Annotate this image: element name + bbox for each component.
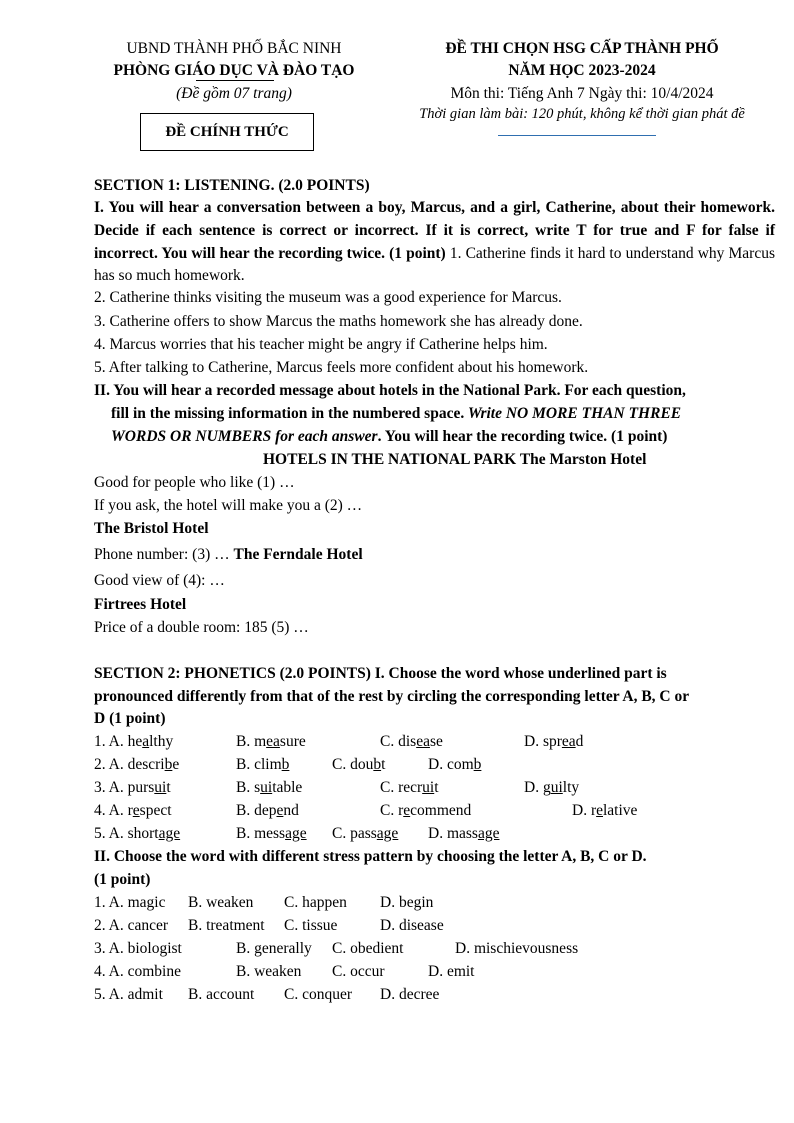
- underlined-part: age: [376, 825, 399, 842]
- official-exam-label: ĐỀ CHÍNH THỨC: [165, 123, 289, 140]
- underlined-part: ea: [561, 733, 576, 750]
- title-underline: [498, 135, 656, 136]
- option-d: D. spread: [524, 733, 584, 750]
- option-a: 5. A. shortage: [94, 825, 181, 842]
- school-year: NĂM HỌC 2023-2024: [508, 62, 656, 79]
- underlined-part: e: [132, 802, 140, 819]
- option-a: 2. A. cancer: [94, 917, 169, 934]
- subject-date: Môn thi: Tiếng Anh 7 Ngày thi: 10/4/2024: [450, 85, 714, 102]
- option-a: 3. A. biologist: [94, 940, 182, 957]
- underlined-part: b: [473, 756, 482, 773]
- official-exam-badge: [140, 113, 314, 151]
- underlined-part: age: [158, 825, 181, 842]
- option-c: C. obedient: [332, 940, 404, 957]
- option-a: 1. A. magic: [94, 894, 166, 911]
- part1-question-5: 5. After talking to Catherine, Marcus feels more confident about his homework.: [94, 359, 589, 376]
- part2-instr-italic-a: Write NO MORE THAN THREE: [464, 405, 682, 422]
- part2-instr-b: . You will hear the recording twice. (1 point): [377, 428, 668, 445]
- underlined-part: ui: [260, 779, 273, 796]
- option-d: D. comb: [428, 756, 482, 773]
- gap-4: Good view of (4): …: [94, 572, 225, 589]
- option-a: 2. A. describe: [94, 756, 180, 773]
- option-b: B. account: [188, 986, 255, 1003]
- section2-intro-line2: pronounced differently from that of the rest by circling the corresponding letter A, B, C or: [94, 688, 690, 705]
- underlined-part: ui: [154, 779, 167, 796]
- option-c: C. doubt: [332, 756, 386, 773]
- option-b: B. suitable: [236, 779, 303, 796]
- option-b: B. message: [236, 825, 307, 842]
- gap-1: Good for people who like (1) …: [94, 474, 295, 491]
- option-c: C. conquer: [284, 986, 353, 1003]
- part1-question-2: 2. Catherine thinks visiting the museum was a good experience for Marcus.: [94, 289, 562, 306]
- hotels-heading: HOTELS IN THE NATIONAL PARK The Marston Hotel: [263, 451, 647, 468]
- option-d: D. relative: [572, 802, 638, 819]
- option-d: D. mischievousness: [455, 940, 579, 957]
- gap-2: If you ask, the hotel will make you a (2) …: [94, 497, 363, 514]
- underlined-part: ea: [416, 733, 430, 750]
- option-a: 1. A. healthy: [94, 733, 174, 750]
- underlined-part: ui: [422, 779, 435, 796]
- option-b: B. weaken: [188, 894, 254, 911]
- option-c: C. recruit: [380, 779, 439, 796]
- underlined-part: age: [285, 825, 307, 842]
- option-a: 4. A. respect: [94, 802, 172, 819]
- option-b: B. depend: [236, 802, 299, 819]
- time-allowed: Thời gian làm bài: 120 phút, không kể thời gian phát đề: [419, 106, 745, 122]
- section1-part2-line3: [111, 426, 667, 449]
- underlined-part: b: [164, 756, 173, 773]
- option-d: D. disease: [380, 917, 444, 934]
- underlined-part: age: [477, 825, 500, 842]
- exam-title: ĐỀ THI CHỌN HSG CẤP THÀNH PHỐ: [445, 40, 719, 57]
- option-c: C. recommend: [380, 802, 472, 819]
- gap-3-line: [94, 544, 363, 567]
- part2-instr-a: fill in the missing information in the numbered space.: [111, 405, 465, 422]
- underlined-part: e: [403, 802, 411, 819]
- underlined-part: e: [276, 802, 284, 819]
- part2-instr-italic-b: WORDS OR NUMBERS for each answer: [111, 428, 378, 445]
- option-b: B. weaken: [236, 963, 302, 980]
- underlined-part: b: [281, 756, 290, 773]
- option-b: B. climb: [236, 756, 290, 773]
- dept-underline: [196, 80, 274, 81]
- section2-intro-line3: D (1 point): [94, 710, 166, 727]
- ferndale-hotel-heading: The Ferndale Hotel: [233, 546, 363, 563]
- option-d: D. begin: [380, 894, 434, 911]
- option-c: C. occur: [332, 963, 385, 980]
- option-b: B. treatment: [188, 917, 265, 934]
- section1-part1-instructions: I. You will hear a conversation between a boy, Marcus, and a girl, Catherine, about their homework. Decide if each sentence is correct or incorrect. If it is correct, write T for true and F for false if incorrect. You will hear the recording twice. (1 point): [94, 199, 775, 262]
- dept-name-line2: PHÒNG GIÁO DỤC VÀ ĐÀO TẠO: [113, 62, 355, 79]
- section2-intro-line1: SECTION 2: PHONETICS (2.0 POINTS) I. Choose the word whose underlined part is: [94, 665, 667, 682]
- option-d: D. decree: [380, 986, 440, 1003]
- option-d: D. guilty: [524, 779, 580, 796]
- option-b: B. measure: [236, 733, 306, 750]
- underlined-part: e: [596, 802, 603, 819]
- section2-part2-line1: II. Choose the word with different stress pattern by choosing the letter A, B, C or D.: [94, 848, 647, 865]
- firtrees-hotel-heading: Firtrees Hotel: [94, 596, 187, 613]
- dept-name-line1: UBND THÀNH PHỐ BẮC NINH: [126, 40, 342, 57]
- page-count-note: (Đề gồm 07 trang): [176, 85, 292, 102]
- gap-3: Phone number: (3) …: [94, 546, 234, 563]
- option-c: C. disease: [380, 733, 443, 750]
- option-a: 3. A. pursuit: [94, 779, 171, 796]
- option-c: C. happen: [284, 894, 347, 911]
- part1-question-1: 1. Catherine finds it hard to understand why Marcus has so much homework.: [94, 244, 776, 285]
- section1-part1: [94, 197, 775, 288]
- option-a: 5. A. admit: [94, 986, 163, 1003]
- gap-5: Price of a double room: 185 (5) …: [94, 619, 309, 636]
- option-c: C. passage: [332, 825, 399, 842]
- part1-question-3: 3. Catherine offers to show Marcus the maths homework she has already done.: [94, 313, 583, 330]
- option-b: B. generally: [236, 940, 312, 957]
- section1-part2-line2: [111, 403, 681, 426]
- underlined-part: ui: [550, 779, 563, 796]
- option-d: D. massage: [428, 825, 500, 842]
- section1-title: SECTION 1: LISTENING. (2.0 POINTS): [94, 177, 370, 194]
- option-c: C. tissue: [284, 917, 338, 934]
- option-d: D. emit: [428, 963, 475, 980]
- underlined-part: a: [142, 733, 150, 750]
- option-a: 4. A. combine: [94, 963, 181, 980]
- section2-part2-line2: (1 point): [94, 871, 151, 888]
- underlined-part: b: [373, 756, 382, 773]
- part1-question-4: 4. Marcus worries that his teacher might be angry if Catherine helps him.: [94, 336, 548, 353]
- underlined-part: ea: [266, 733, 280, 750]
- bristol-hotel-heading: The Bristol Hotel: [94, 520, 209, 537]
- section1-part2-line1: II. You will hear a recorded message about hotels in the National Park. For each question,: [94, 382, 686, 399]
